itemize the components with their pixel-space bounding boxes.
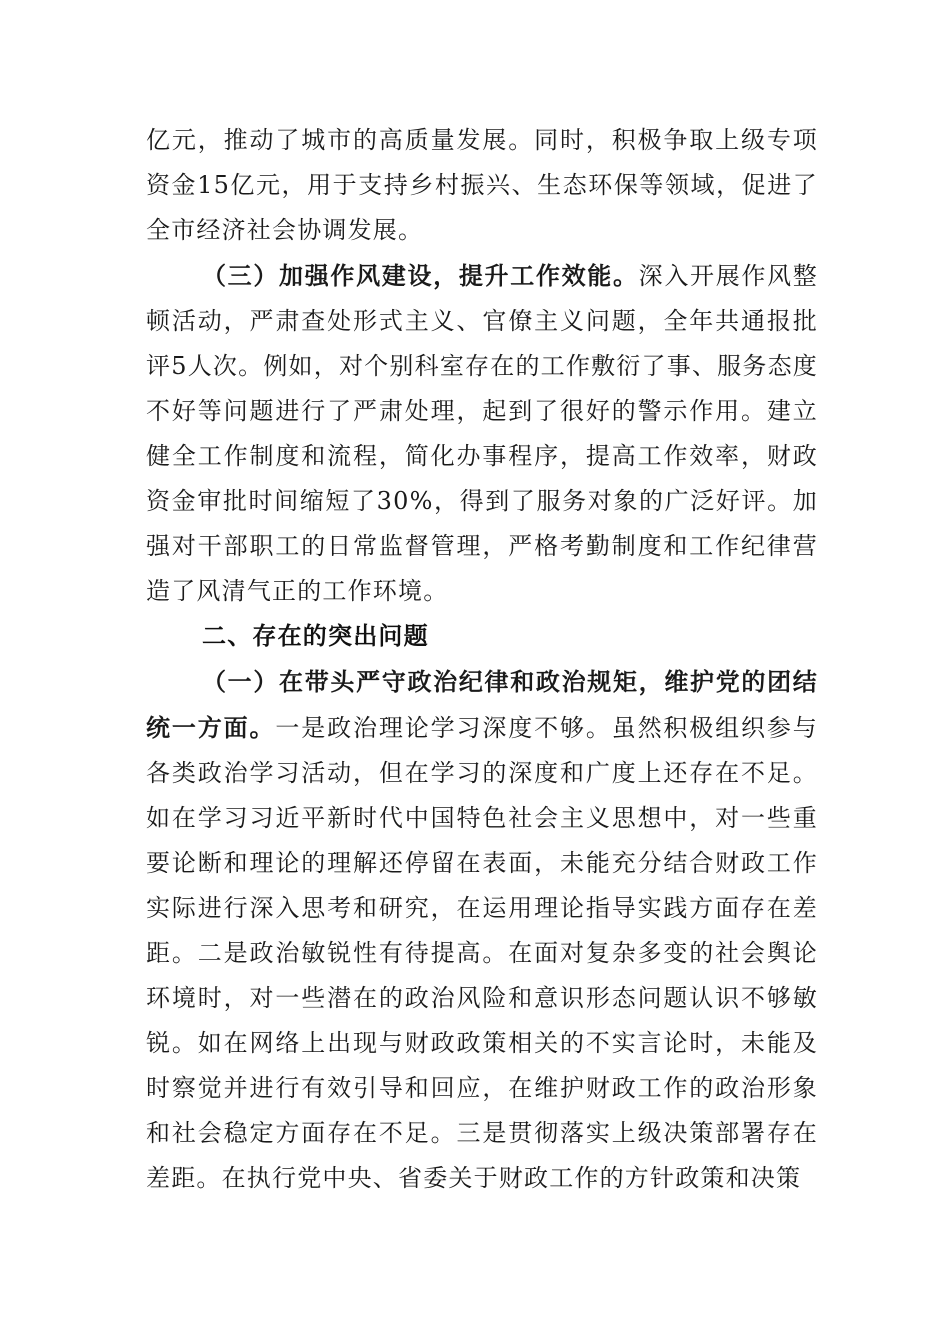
paragraph-body-work-style: 深入开展作风整顿活动，严肃查处形式主义、官僚主义问题，全年共通报批评5人次。例如，对个别科室存在的工作敷衍了事、服务态度不好等问题进行了严肃处理，起到了很好的警示作用。建立健全工作制度和流程，简化办事程序，提高工作效率，财政资金审批时间缩短了30%，得到了服务对象的广泛好评。加强对干部职工的日常监督管理，严格考勤制度和工作纪律营造了风清气正的工作环境。 <box>146 262 818 605</box>
section-heading-problems: 二、存在的突出问题 <box>202 622 429 650</box>
paragraph-continuation: 亿元，推动了城市的高质量发展。同时，积极争取上级专项资金15亿元，用于支持乡村振兴、生态环保等领域，促进了全市经济社会协调发展。 <box>146 126 818 244</box>
paragraph-work-style <box>146 253 818 614</box>
paragraph-body-political-discipline: 一是政治理论学习深度不够。虽然积极组织参与各类政治学习活动，但在学习的深度和广度上还存在不足。如在学习习近平新时代中国特色社会主义思想中，对一些重要论断和理论的理解还停留在表面，未能充分结合财政工作实际进行深入思考和研究，在运用理论指导实践方面存在差距。二是政治敏锐性有待提高。在面对复杂多变的社会舆论环境时，对一些潜在的政治风险和意识形态问题认识不够敏锐。如在网络上出现与财政政策相关的不实言论时，未能及时察觉并进行有效引导和回应，在维护财政工作的政治形象和社会稳定方面存在不足。三是贯彻落实上级决策部署存在差距。在执行党中央、省委关于财政工作的方针政策和决策 <box>146 714 818 1192</box>
paragraph-lead-political-discipline: （一）在带头严守政治纪律和政治规矩，维护党的团结统一方面。 <box>146 667 818 742</box>
document-body <box>146 118 818 1201</box>
paragraph-lead-work-style: （三）加强作风建设，提升工作效能。 <box>202 261 639 290</box>
paragraph-political-discipline <box>146 659 818 1201</box>
